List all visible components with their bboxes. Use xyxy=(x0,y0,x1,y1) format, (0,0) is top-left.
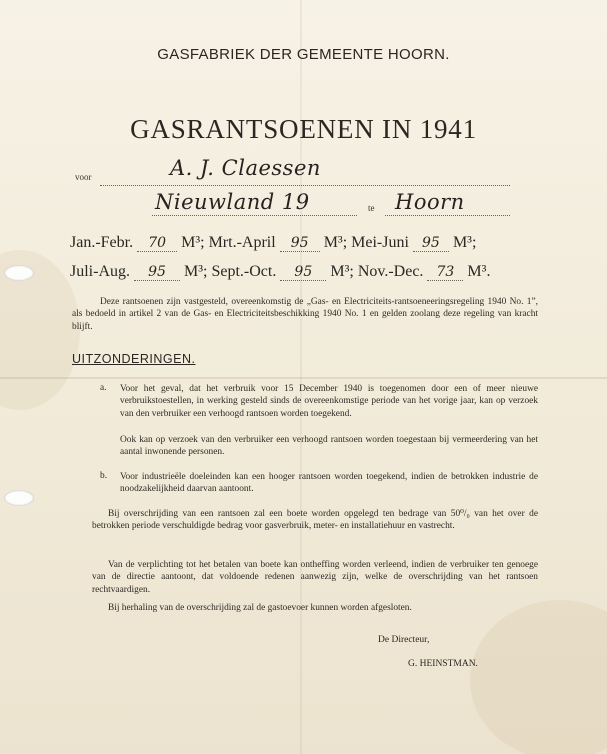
te-label: te xyxy=(368,203,375,213)
intro-paragraph: Deze rantsoenen zijn vastgesteld, overeenkomstig de „Gas- en Electriciteits-rantsoeneeringsregeling 1940 No. 1”, als bedoeld in artikel 2 van de Gas- en Electriciteitsbeschikking 1940 No. 1 en gelden zoolang deze regeling van kracht blijft. xyxy=(72,297,538,332)
city-line xyxy=(385,214,510,216)
punch-hole xyxy=(4,490,34,506)
period-label: Nov.-Dec. xyxy=(357,263,424,280)
ration-value: 95 xyxy=(280,235,320,252)
document-title: GASRANTSOENEN IN 1941 xyxy=(130,114,477,144)
fold-line xyxy=(0,377,607,379)
repeat-paragraph: Bij herhaling van de overschrijding zal de gastoevoer kunnen worden afgesloten. xyxy=(108,603,412,613)
company-name: GASFABRIEK DER GEMEENTE HOORN. xyxy=(157,46,450,63)
period-label: Sept.-Oct. xyxy=(211,263,277,280)
director-role: De Directeur, xyxy=(378,635,430,645)
exception-a-text: Voor het geval, dat het verbruik voor 15 December 1940 is toegenomen door een of meer nieuwe verbruikstoestellen, in werking gesteld sinds de overeenkomstige periode van het vorige jaar, kan op verzoek van den verbruiker een verhoogd rantsoen worden toegekend. xyxy=(120,384,538,419)
period-label: Juli-Aug. xyxy=(70,263,130,280)
period-label: Mrt.-April xyxy=(208,234,276,251)
voor-label: voor xyxy=(75,172,92,182)
unit-label: M³. xyxy=(467,263,491,280)
unit-label: M³; xyxy=(184,263,208,280)
exception-a-text2: Ook kan op verzoek van den verbruiker een verhoogd rantsoen worden toegestaan bij vermeerdering van het aantal inwonende personen. xyxy=(120,435,538,458)
period-label: Jan.-Febr. xyxy=(70,234,134,251)
ration-value: 73 xyxy=(427,264,463,281)
director-name: G. HEINSTMAN. xyxy=(408,659,478,669)
recipient-city: Hoorn xyxy=(395,190,465,214)
ration-row xyxy=(70,263,490,281)
recipient-address: Nieuwland 19 xyxy=(155,190,310,214)
unit-label: M³; xyxy=(330,263,354,280)
paper-stain xyxy=(470,600,607,754)
period-label: Mei-Juni xyxy=(351,234,409,251)
item-letter: b. xyxy=(100,471,108,481)
item-letter: a. xyxy=(100,383,107,393)
penalty-paragraph: Bij overschrijding van een rantsoen zal een boete worden opgelegd ten bedrage van 50⁰/₀ van het over de betrokken periode verschuldigde bedrag voor gasverbruik, meter- en installatiehuur en vastrecht. xyxy=(92,509,538,532)
punch-hole xyxy=(4,265,34,281)
unit-label: M³; xyxy=(452,234,477,251)
ration-value: 95 xyxy=(413,235,449,252)
name-line xyxy=(100,184,510,186)
unit-label: M³; xyxy=(323,234,348,251)
ration-value: 95 xyxy=(280,264,326,281)
address-line xyxy=(152,214,357,216)
waiver-paragraph: Van de verplichting tot het betalen van boete kan ontheffing worden verleend, indien de verbruiker ten genoege van de directie aantoont, dat voldoende redenen aanwezig zijn, welke de overschrijding van het rantsoen rechtvaardigen. xyxy=(92,560,538,595)
ration-value: 95 xyxy=(134,264,180,281)
exceptions-heading: UITZONDERINGEN. xyxy=(72,352,196,366)
unit-label: M³; xyxy=(181,234,205,251)
ration-value: 70 xyxy=(137,235,177,252)
recipient-name: A. J. Claessen xyxy=(170,156,321,180)
exception-b-text: Voor industrieële doeleinden kan een hooger rantsoen worden toegekend, indien de betrokken industrie de noodzakelijkheid daarvan aantoont. xyxy=(120,472,538,495)
ration-row xyxy=(70,234,476,252)
